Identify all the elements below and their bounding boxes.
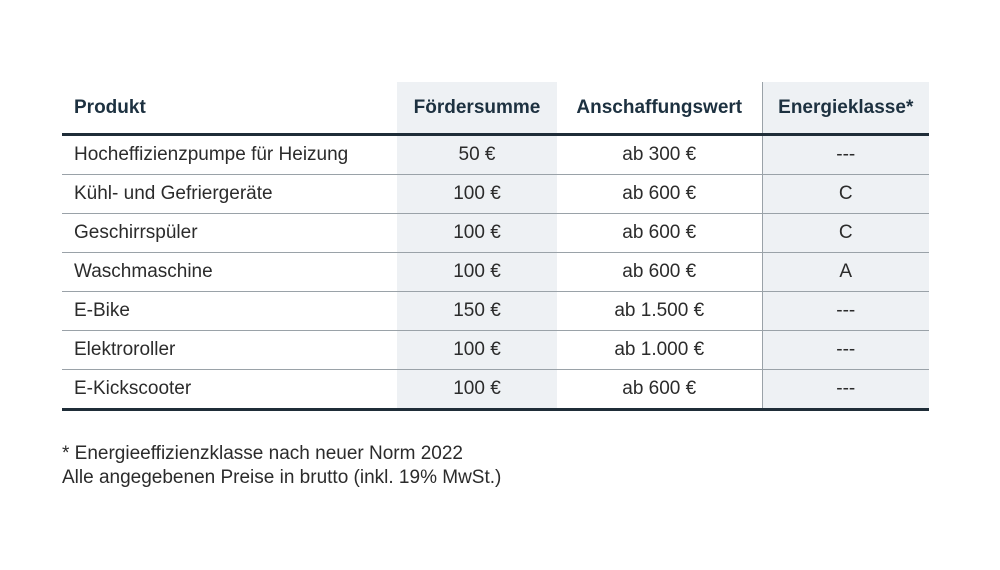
cell-funding: 100 € <box>397 370 557 410</box>
cell-product: Geschirrspüler <box>62 214 397 253</box>
cell-funding: 50 € <box>397 135 557 175</box>
table-row <box>62 370 929 410</box>
table-row <box>62 253 929 292</box>
table-row <box>62 214 929 253</box>
cell-energy-class: --- <box>762 370 929 410</box>
cell-funding: 100 € <box>397 331 557 370</box>
cell-energy-class: --- <box>762 331 929 370</box>
table-row <box>62 331 929 370</box>
header-funding: Fördersumme <box>397 82 557 135</box>
footnotes <box>62 442 501 490</box>
cell-funding: 100 € <box>397 253 557 292</box>
table-row <box>62 292 929 331</box>
cell-energy-class: --- <box>762 292 929 331</box>
table-body <box>62 135 929 410</box>
cell-funding: 100 € <box>397 214 557 253</box>
cell-purchase-value: ab 600 € <box>557 370 762 410</box>
cell-product: Elektroroller <box>62 331 397 370</box>
price-footnote: Alle angegebenen Preise in brutto (inkl. 19% MwSt.) <box>62 467 502 488</box>
cell-funding: 150 € <box>397 292 557 331</box>
cell-funding: 100 € <box>397 175 557 214</box>
cell-energy-class: C <box>762 214 929 253</box>
header-product: Produkt <box>62 82 397 135</box>
cell-product: Hocheffizienzpumpe für Heizung <box>62 135 397 175</box>
cell-energy-class: A <box>762 253 929 292</box>
table-header <box>62 82 929 135</box>
cell-energy-class: C <box>762 175 929 214</box>
table-row <box>62 175 929 214</box>
funding-table-container <box>62 82 929 411</box>
cell-product: Waschmaschine <box>62 253 397 292</box>
cell-purchase-value: ab 300 € <box>557 135 762 175</box>
cell-purchase-value: ab 1.000 € <box>557 331 762 370</box>
header-energy-class: Energieklasse* <box>762 82 929 135</box>
header-row <box>62 82 929 135</box>
cell-purchase-value: ab 600 € <box>557 214 762 253</box>
cell-purchase-value: ab 1.500 € <box>557 292 762 331</box>
header-purchase-value: Anschaffungswert <box>557 82 762 135</box>
energy-class-footnote: * Energieeffizienzklasse nach neuer Norm 2022 <box>62 443 463 464</box>
cell-purchase-value: ab 600 € <box>557 253 762 292</box>
funding-table <box>62 82 929 411</box>
table-row <box>62 135 929 175</box>
cell-energy-class: --- <box>762 135 929 175</box>
cell-product: E-Bike <box>62 292 397 331</box>
cell-product: E-Kickscooter <box>62 370 397 410</box>
cell-purchase-value: ab 600 € <box>557 175 762 214</box>
cell-product: Kühl- und Gefriergeräte <box>62 175 397 214</box>
